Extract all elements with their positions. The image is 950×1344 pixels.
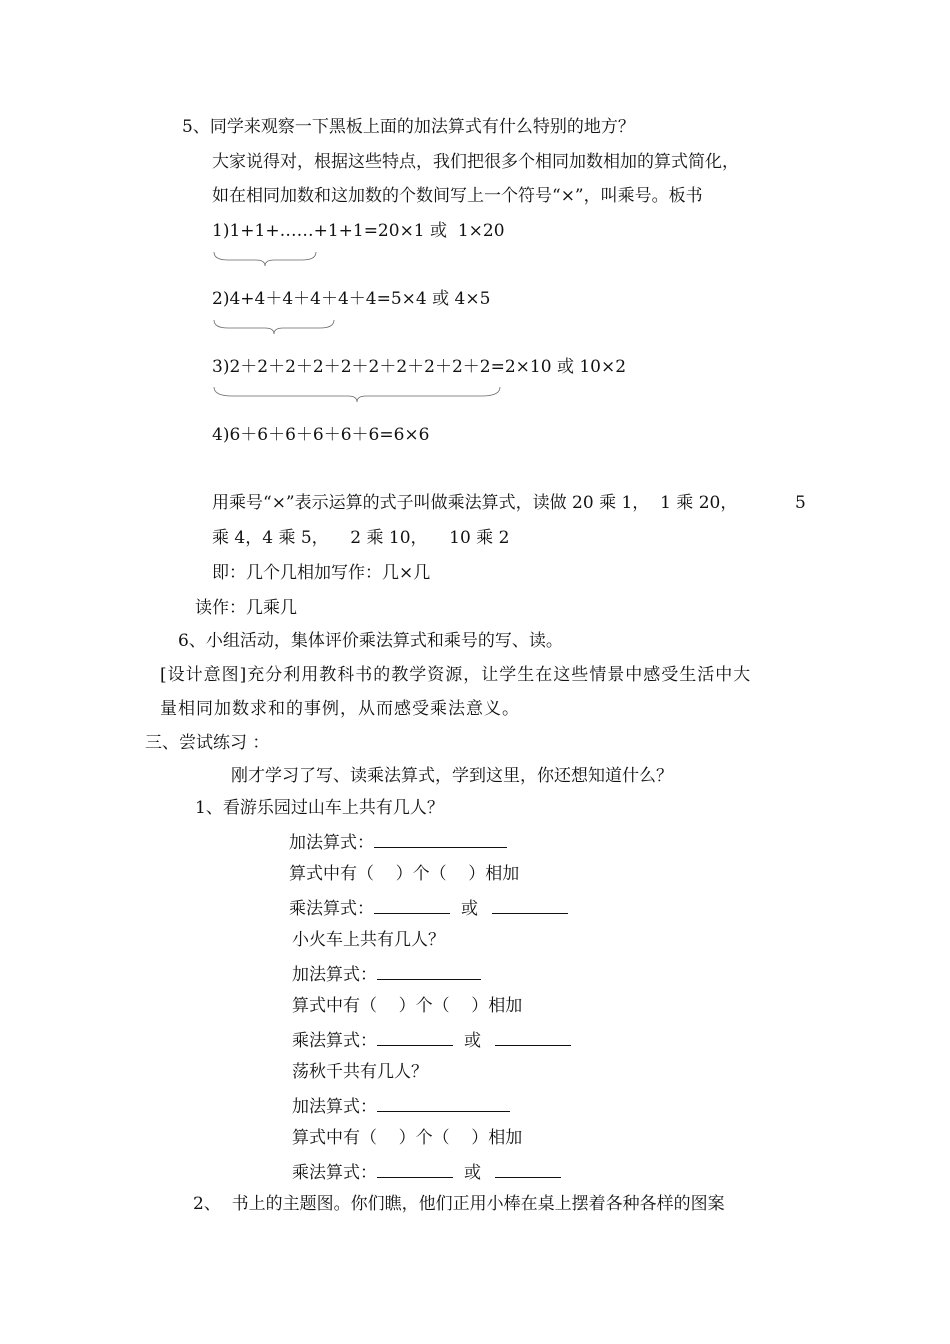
question-6: 6、小组活动，集体评价乘法算式和乘号的写、读。	[178, 631, 563, 651]
exercise-2: 2、 书上的主题图。你们瞧，他们正用小棒在桌上摆着各种各样的图案	[193, 1194, 725, 1214]
reading-line-4: 读作：几乘几	[195, 598, 297, 618]
multiplication-label: 乘法算式：	[289, 899, 374, 919]
section-3-heading: 三、尝试练习 ：	[145, 733, 270, 753]
answer-blank[interactable]	[495, 1028, 571, 1046]
answer-blank[interactable]	[377, 962, 481, 980]
reading-line-1: 用乘号“×”表示运算的式子叫做乘法算式，读做 20 乘 1， 1 乘 20，	[212, 493, 738, 513]
exercise-1: 1、看游乐园过山车上共有几人？	[195, 798, 444, 818]
paragraph-line-2: 如在相同加数和这加数的个数间写上一个符号“×”，叫乘号。板书	[212, 186, 703, 206]
answer-blank[interactable]	[495, 1160, 561, 1178]
design-intent-line-2: 量相同加数求和的事例，从而感受乘法意义。	[160, 699, 520, 719]
formula-3: 3)2＋2＋2＋2＋2＋2＋2＋2＋2＋2=2×10 或 10×2	[212, 357, 627, 377]
reading-line-3: 即：几个几相加写作：几×几	[212, 563, 431, 583]
answer-blank[interactable]	[377, 1160, 453, 1178]
answer-blank[interactable]	[492, 896, 568, 914]
paragraph-line-1: 大家说得对，根据这些特点，我们把很多个相同加数相加的算式简化，	[212, 152, 739, 172]
section-3-intro: 刚才学习了写、读乘法算式，学到这里，你还想知道什么？	[231, 766, 673, 786]
swing-question: 荡秋千共有几人？	[292, 1062, 428, 1082]
addition-label: 加法算式：	[292, 965, 377, 985]
or-label: 或	[464, 1031, 481, 1051]
train-addition-row	[292, 962, 481, 986]
reading-line-1-end: 5	[795, 493, 806, 513]
multiplication-label: 乘法算式：	[292, 1031, 377, 1051]
or-label: 或	[464, 1163, 481, 1183]
answer-blank[interactable]	[374, 830, 507, 848]
addition-label: 加法算式：	[289, 833, 374, 853]
answer-blank[interactable]	[377, 1028, 453, 1046]
train-question: 小火车上共有几人？	[292, 930, 445, 950]
brace-1-icon	[212, 247, 318, 267]
formula-1: 1)1+1+……+1+1=20×1 或 1×20	[212, 221, 505, 241]
swing-multiplication-row	[292, 1160, 561, 1184]
question-5: 5、同学来观察一下黑板上面的加法算式有什么特别的地方？	[182, 117, 635, 137]
train-multiplication-row	[292, 1028, 571, 1052]
brace-3-icon	[212, 382, 502, 404]
swing-count-row: 算式中有（ ）个（ ）相加	[292, 1128, 523, 1148]
multiplication-label: 乘法算式：	[292, 1163, 377, 1183]
brace-2-icon	[212, 315, 336, 335]
coaster-count-row: 算式中有（ ）个（ ）相加	[289, 864, 520, 884]
coaster-multiplication-row	[289, 896, 568, 920]
formula-4: 4)6＋6＋6＋6＋6＋6=6×6	[212, 425, 430, 445]
swing-addition-row	[292, 1094, 510, 1118]
addition-label: 加法算式：	[292, 1097, 377, 1117]
or-label: 或	[461, 899, 478, 919]
answer-blank[interactable]	[377, 1094, 510, 1112]
coaster-addition-row	[289, 830, 507, 854]
design-intent-line-1: [设计意图]充分利用教科书的教学资源，让学生在这些情景中感受生活中大	[160, 665, 752, 685]
reading-line-2: 乘 4，4 乘 5， 2 乘 10， 10 乘 2	[212, 528, 510, 548]
train-count-row: 算式中有（ ）个（ ）相加	[292, 996, 523, 1016]
answer-blank[interactable]	[374, 896, 450, 914]
formula-2: 2)4+4＋4＋4＋4＋4=5×4 或 4×5	[212, 289, 491, 309]
